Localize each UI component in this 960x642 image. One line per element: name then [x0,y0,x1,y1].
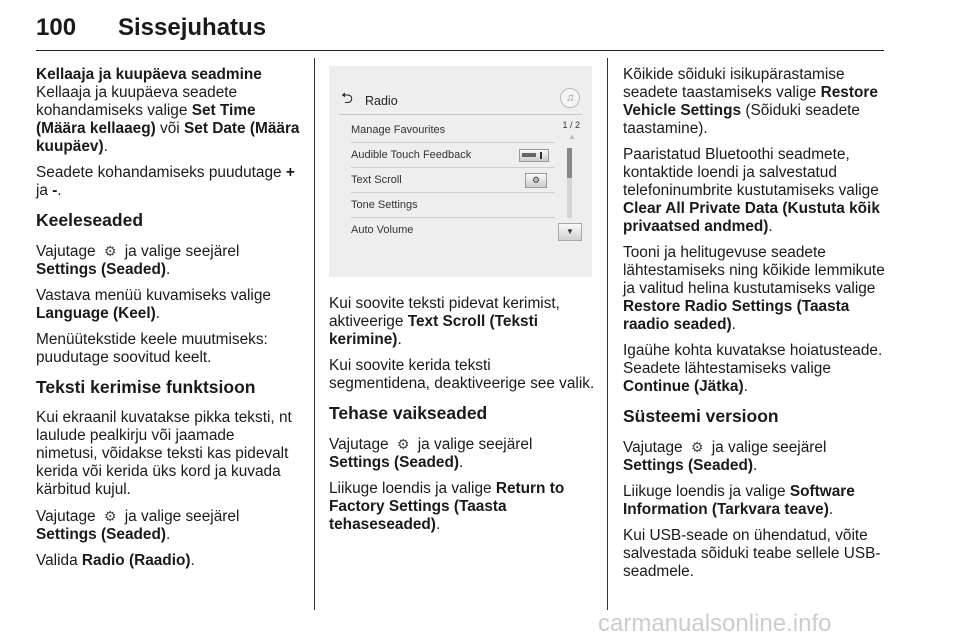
gear-icon: ⚙ [103,508,117,524]
text: ja valige seejärel [413,436,533,453]
column-divider [314,58,315,610]
text: Kui soovite teksti pidevat kerimist, aktiveerige [329,295,560,330]
text: ja valige seejärel [120,508,240,525]
text: Vajutage [36,508,100,525]
page-number: 100 [36,14,77,41]
language-paragraph-2 [36,287,300,323]
restore-vehicle-label: Restore Vehicle Settings [623,84,878,119]
text: . [57,182,62,199]
scrollbar-track [567,148,572,218]
menu-item-label: Text Scroll [351,174,402,186]
language-label: Language (Keel) [36,305,156,322]
text-scroll-label: Text Scroll (Teksti kerimine) [329,313,539,348]
text: (Sõiduki seadete taastamine). [623,102,860,137]
scroll-paragraph-3 [36,552,300,570]
music-note-icon: ♫ [560,88,580,108]
restore-radio-paragraph [623,244,889,334]
text: . [103,138,108,155]
radio-label: Radio (Raadio) [81,552,191,569]
scroll-paragraph-2 [36,507,300,544]
version-paragraph-1 [623,438,889,475]
minus-symbol: - [52,182,58,199]
text: . [166,261,171,278]
factory-heading: Tehase vaikseaded [329,403,488,423]
text: . [397,331,402,348]
clear-private-label: Clear All Private Data (Kustuta kõik privaatsed andmed) [623,200,880,235]
restore-radio-label: Restore Radio Settings (Taasta raadio seaded) [623,298,850,333]
text: ja valige seejärel [120,243,240,260]
clock-adjust-paragraph [36,164,300,200]
language-paragraph-1 [36,242,300,279]
text: ja valige seejärel [707,439,827,456]
software-info-label: Software Information (Tarkvara teave) [623,483,855,518]
version-heading: Süsteemi versioon [623,406,779,426]
column-left [36,66,300,578]
menu-item-tone-settings [351,193,555,218]
gear-icon: ⚙ [396,436,410,452]
settings-label: Settings (Seaded) [36,526,166,543]
menu-item-audible-touch-feedback [351,143,555,168]
text: Vajutage [36,243,100,260]
scrollbar-thumb [567,148,572,178]
settings-label: Settings (Seaded) [36,261,166,278]
text-scroll-paragraph-2: Kui soovite kerida teksti segmentidena, deaktiveerige see valik. [329,357,595,392]
menu-item-label: Audible Touch Feedback [351,149,472,161]
text: Vajutage [329,436,393,453]
page-title: Sissejuhatus [118,14,267,41]
page-indicator: 1 / 2 [562,120,580,130]
text: või [155,120,185,137]
settings-knob-icon: ⚙ [525,173,547,188]
return-factory-label: Return to Factory Settings (Taasta tehaseseaded) [329,480,565,533]
menu-item-auto-volume [351,218,555,242]
column-right [623,66,889,589]
restore-vehicle-paragraph [623,66,889,138]
screen-header [329,86,592,116]
menu-item-manage-favourites [351,118,555,143]
scroll-paragraph-1: Kui ekraanil kuvatakse pikka teksti, nt laulude pealkirju või jaamade nimetusi, võidakse teksti kas pidevalt kerida või kerida üks kord ja kuvada kärbitud kujul. [36,409,292,498]
gear-icon: ⚙ [690,439,704,455]
text: . [166,526,171,543]
menu-item-label: Tone Settings [351,199,418,211]
scroll-heading: Teksti kerimise funktsioon [36,377,256,397]
menu-item-label: Auto Volume [351,224,414,236]
radio-screen-image [329,66,592,277]
factory-paragraph-2 [329,480,595,534]
language-heading: Keeleseaded [36,210,144,230]
set-date-label: Set Date (Määra kuupäev) [36,120,300,155]
text: . [828,501,834,518]
settings-label: Settings (Seaded) [623,457,753,474]
page-header [36,0,884,51]
settings-label: Settings (Seaded) [329,454,459,471]
text: Vajutage [623,439,687,456]
divider [339,114,582,115]
text: Vastava menüü kuvamiseks valige [36,287,271,304]
clear-private-paragraph [623,146,889,236]
text: Kõikide sõiduki isikupärastamise seadete taastamiseks valige [623,66,845,101]
text: ja [36,182,53,199]
menu-item-label: Manage Favourites [351,124,446,136]
text: . [459,454,464,471]
continue-paragraph [623,342,889,396]
text: Igaühe kohta kuvatakse hoiatusteade. Seadete lähtestamiseks valige [623,342,883,377]
text: . [155,305,161,322]
version-paragraph-2 [623,483,889,519]
column-divider [607,58,608,610]
toggle-switch-icon [519,149,549,162]
factory-paragraph-1 [329,435,595,472]
text: . [190,552,195,569]
clock-heading: Kellaaja ja kuupäeva seadmine [36,66,262,83]
text: Liikuge loendis ja valige [329,480,496,497]
text: Valida [36,552,82,569]
gear-icon: ⚙ [103,243,117,259]
version-paragraph-3: Kui USB-seade on ühendatud, võite salvestada sõiduki teabe sellele USB-seadmele. [623,527,881,580]
language-paragraph-3: Menüütekstide keele muutmiseks: puudutage soovitud keelt. [36,331,268,366]
scroll-up-icon: ▲ [568,132,576,141]
back-arrow-icon: ⮌ [341,90,354,107]
text: . [743,378,748,395]
scroll-down-icon: ▼ [558,223,582,241]
continue-label: Continue (Jätka) [623,378,744,395]
text: Tooni ja helitugevuse seadete lähtestamiseks ning kõikide lemmikute ja valitud helina kustutamiseks valige [623,244,885,297]
text: Kellaaja ja kuupäeva seadete kohandamiseks valige [36,84,238,119]
text: . [731,316,736,333]
set-time-label: Set Time (Määra kellaaeg) [36,102,256,137]
text: . [753,457,758,474]
text: . [435,516,441,533]
clock-paragraph [36,84,300,156]
screen-title: Radio [365,94,398,108]
menu-item-text-scroll [351,168,555,193]
text: . [768,218,773,235]
column-middle [329,66,595,542]
text-scroll-paragraph-1 [329,295,595,349]
text: Seadete kohandamiseks puudutage [36,164,286,181]
plus-symbol: + [285,164,295,181]
text: Liikuge loendis ja valige [623,483,790,500]
toggle-bar [522,153,536,157]
text: Paaristatud Bluetoothi seadmete, kontaktide loendi ja salvestatud telefoninumbrite kustutamiseks valige [623,146,879,199]
watermark: carmanualsonline.info [598,610,832,637]
